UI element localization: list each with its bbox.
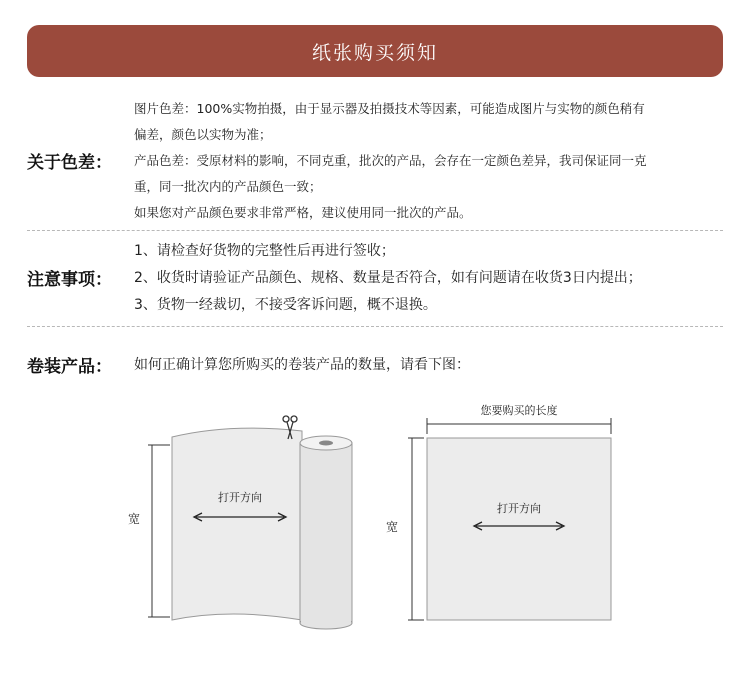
divider (27, 230, 723, 231)
roll-diagram (120, 405, 370, 645)
notes-label: 注意事项： (27, 270, 112, 290)
width-label: 宽 (386, 520, 399, 534)
roll-cylinder (300, 436, 352, 629)
roll-label: 卷装产品： (27, 357, 112, 377)
color-diff-line: 产品色差：受原材料的影响，不同克重，批次的产品，会存在一定颜色差异，我司保证同一克 (134, 153, 647, 168)
paper-sheet (427, 438, 611, 620)
direction-label: 打开方向 (218, 491, 262, 504)
color-diff-line: 如果您对产品颜色要求非常严格，建议使用同一批次的产品。 (134, 205, 472, 220)
color-diff-text (134, 96, 647, 226)
sheet-diagram (380, 400, 630, 630)
roll-intro: 如何正确计算您所购买的卷装产品的数量，请看下图： (134, 357, 470, 373)
title-banner (27, 25, 723, 77)
roll-sheet (172, 428, 302, 620)
length-label: 您要购买的长度 (480, 404, 558, 417)
banner-title: 纸张购买须知 (311, 41, 438, 64)
divider (27, 326, 723, 327)
color-diff-line: 偏差，颜色以实物为准； (134, 127, 272, 142)
notes-item: 1、请检查好货物的完整性后再进行签收； (134, 243, 395, 259)
notes-item: 2、收货时请验证产品颜色、规格、数量是否符合，如有问题请在收货3日内提出； (134, 270, 642, 286)
color-diff-line: 重，同一批次内的产品颜色一致； (134, 179, 322, 194)
width-dimension (148, 445, 170, 617)
width-label: 宽 (128, 512, 141, 526)
width-dimension (408, 438, 424, 620)
notes-list (134, 238, 642, 319)
color-diff-line: 图片色差：100%实物拍摄，由于显示器及拍摄技术等因素，可能造成图片与实物的颜色稍有 (134, 101, 645, 116)
color-diff-label: 关于色差： (27, 153, 112, 173)
notes-item: 3、货物一经裁切，不接受客诉问题，概不退换。 (134, 297, 437, 313)
direction-label: 打开方向 (497, 502, 541, 515)
length-dimension (427, 418, 611, 434)
